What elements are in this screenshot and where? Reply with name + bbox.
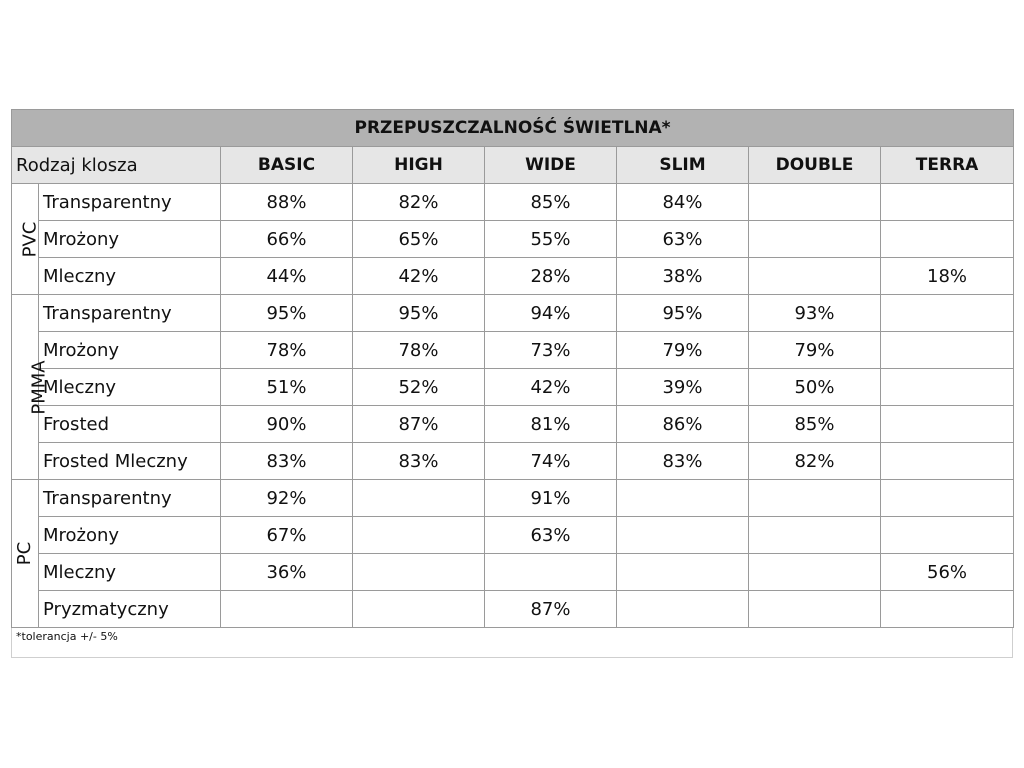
transmission-value-cell: 79% [617, 332, 749, 369]
table-row [12, 221, 1014, 258]
transmission-value-cell [749, 258, 881, 295]
material-group-label [12, 184, 39, 295]
transmission-value-cell: 84% [617, 184, 749, 221]
diffuser-type-name: Frosted Mleczny [39, 443, 221, 480]
table-row [12, 554, 1014, 591]
transmission-value-cell: 83% [617, 443, 749, 480]
transmission-value-cell [881, 443, 1014, 480]
transmission-value-cell: 51% [221, 369, 353, 406]
transmission-value-cell [749, 184, 881, 221]
transmission-value-cell: 92% [221, 480, 353, 517]
type-column-header: Rodzaj klosza [12, 147, 221, 184]
transmission-value-cell [749, 554, 881, 591]
transmission-value-cell [749, 221, 881, 258]
transmission-value-cell [881, 184, 1014, 221]
transmission-value-cell: 63% [617, 221, 749, 258]
transmission-value-cell [749, 591, 881, 628]
transmission-value-cell: 55% [485, 221, 617, 258]
transmission-value-cell: 91% [485, 480, 617, 517]
column-header-wide: WIDE [485, 147, 617, 184]
transmission-value-cell: 67% [221, 517, 353, 554]
diffuser-type-name: Mleczny [39, 369, 221, 406]
table-row [12, 480, 1014, 517]
column-header-double: DOUBLE [749, 147, 881, 184]
table-body [12, 184, 1014, 628]
transmission-value-cell [881, 295, 1014, 332]
transmission-value-cell: 85% [749, 406, 881, 443]
diffuser-type-name: Frosted [39, 406, 221, 443]
column-header-high: HIGH [353, 147, 485, 184]
transmission-value-cell: 88% [221, 184, 353, 221]
transmission-value-cell: 86% [617, 406, 749, 443]
diffuser-type-name: Mleczny [39, 258, 221, 295]
diffuser-type-name: Mrożony [39, 517, 221, 554]
diffuser-type-name: Mrożony [39, 332, 221, 369]
transmission-value-cell [485, 554, 617, 591]
transmission-value-cell: 95% [221, 295, 353, 332]
table-row [12, 369, 1014, 406]
transmission-value-cell [353, 517, 485, 554]
transmission-value-cell: 83% [353, 443, 485, 480]
transmission-value-cell [617, 517, 749, 554]
transmission-value-cell [617, 480, 749, 517]
column-header-terra: TERRA [881, 147, 1014, 184]
transmission-value-cell [881, 369, 1014, 406]
transmission-value-cell: 78% [221, 332, 353, 369]
table-row [12, 517, 1014, 554]
transmission-value-cell: 42% [353, 258, 485, 295]
transmission-value-cell: 95% [353, 295, 485, 332]
transmission-value-cell [749, 517, 881, 554]
transmission-value-cell [353, 554, 485, 591]
table-row [12, 443, 1014, 480]
transmission-value-cell: 73% [485, 332, 617, 369]
transmission-value-cell: 56% [881, 554, 1014, 591]
light-transmission-table [11, 109, 1014, 628]
footnote: *tolerancja +/- 5% [11, 628, 1013, 658]
transmission-value-cell [881, 480, 1014, 517]
transmission-value-cell: 74% [485, 443, 617, 480]
table-row [12, 591, 1014, 628]
diffuser-type-name: Pryzmatyczny [39, 591, 221, 628]
transmission-value-cell: 79% [749, 332, 881, 369]
transmission-value-cell: 52% [353, 369, 485, 406]
table-row [12, 406, 1014, 443]
transmission-value-cell: 65% [353, 221, 485, 258]
transmission-value-cell: 93% [749, 295, 881, 332]
transmission-value-cell: 87% [485, 591, 617, 628]
material-group-name: PMMA [28, 359, 50, 415]
transmission-value-cell [221, 591, 353, 628]
transmission-value-cell: 44% [221, 258, 353, 295]
material-group-name: PVC [19, 221, 41, 257]
transmission-value-cell: 82% [749, 443, 881, 480]
column-header-basic: BASIC [221, 147, 353, 184]
transmission-value-cell: 63% [485, 517, 617, 554]
light-transmission-table-container [11, 109, 1013, 658]
transmission-value-cell [881, 332, 1014, 369]
transmission-value-cell: 39% [617, 369, 749, 406]
diffuser-type-name: Mleczny [39, 554, 221, 591]
table-row [12, 258, 1014, 295]
transmission-value-cell: 42% [485, 369, 617, 406]
diffuser-type-name: Transparentny [39, 480, 221, 517]
transmission-value-cell [617, 591, 749, 628]
transmission-value-cell [881, 591, 1014, 628]
transmission-value-cell: 18% [881, 258, 1014, 295]
diffuser-type-name: Transparentny [39, 295, 221, 332]
transmission-value-cell: 66% [221, 221, 353, 258]
transmission-value-cell [881, 406, 1014, 443]
diffuser-type-name: Mrożony [39, 221, 221, 258]
transmission-value-cell: 83% [221, 443, 353, 480]
transmission-value-cell: 85% [485, 184, 617, 221]
table-row [12, 295, 1014, 332]
transmission-value-cell: 95% [617, 295, 749, 332]
transmission-value-cell [617, 554, 749, 591]
transmission-value-cell: 87% [353, 406, 485, 443]
transmission-value-cell [353, 480, 485, 517]
material-group-label [12, 295, 50, 480]
transmission-value-cell: 50% [749, 369, 881, 406]
column-header-slim: SLIM [617, 147, 749, 184]
table-row [12, 332, 1014, 369]
transmission-value-cell: 82% [353, 184, 485, 221]
transmission-value-cell: 36% [221, 554, 353, 591]
diffuser-type-name: Transparentny [39, 184, 221, 221]
transmission-value-cell: 90% [221, 406, 353, 443]
transmission-value-cell: 28% [485, 258, 617, 295]
transmission-value-cell: 81% [485, 406, 617, 443]
transmission-value-cell [881, 221, 1014, 258]
transmission-value-cell: 38% [617, 258, 749, 295]
transmission-value-cell [881, 517, 1014, 554]
table-row [12, 184, 1014, 221]
transmission-value-cell [749, 480, 881, 517]
transmission-value-cell: 94% [485, 295, 617, 332]
material-group-label [12, 480, 39, 628]
transmission-value-cell: 78% [353, 332, 485, 369]
table-title: PRZEPUSZCZALNOŚĆ ŚWIETLNA* [12, 110, 1014, 147]
transmission-value-cell [353, 591, 485, 628]
material-group-name: PC [14, 541, 36, 566]
